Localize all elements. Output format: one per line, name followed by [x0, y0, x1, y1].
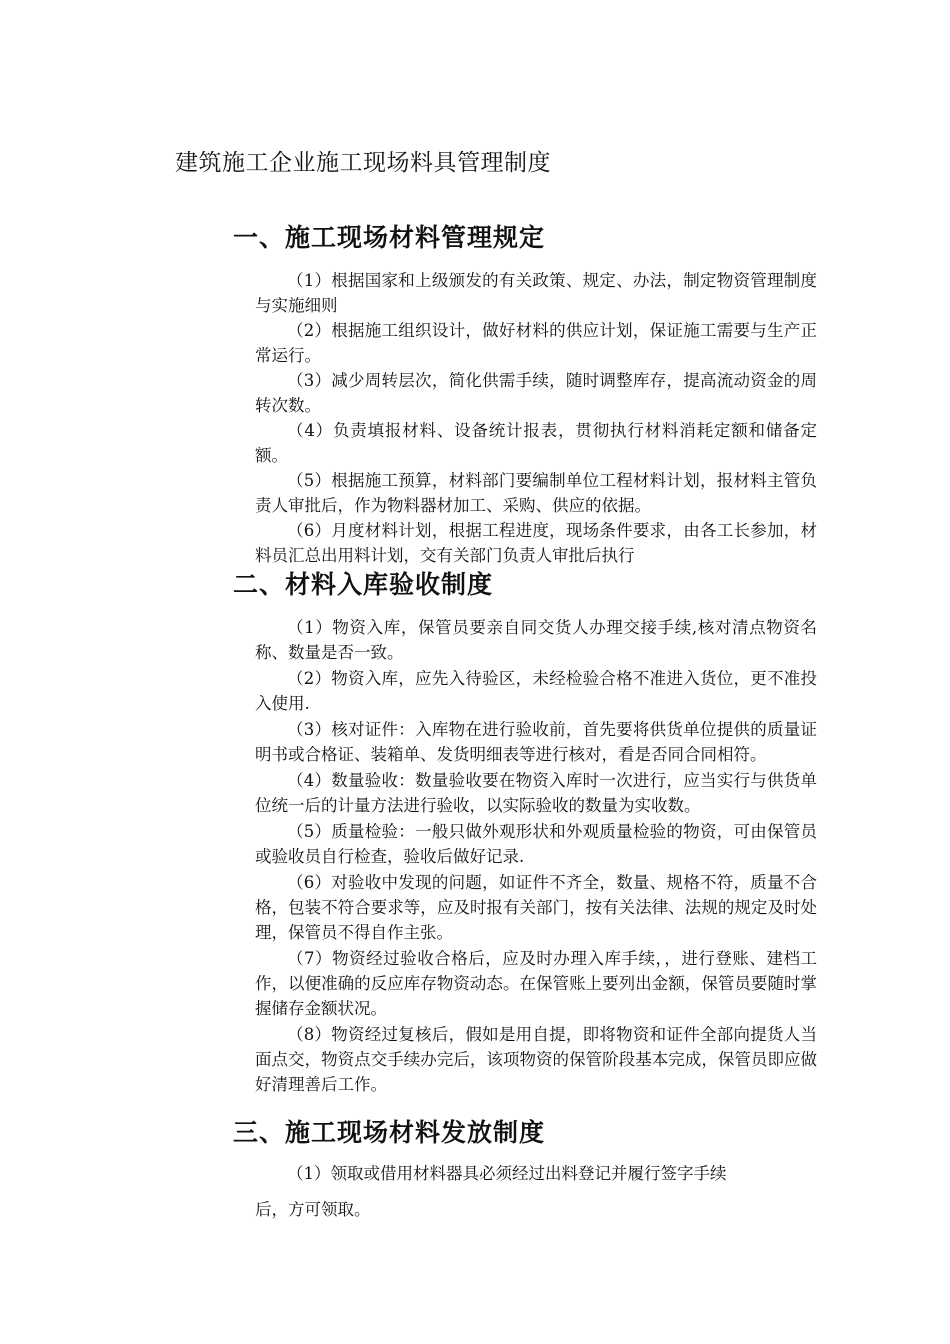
list-item: （6）月度材料计划，根据工程进度，现场条件要求，由各工长参加，材料员汇总出用料计划，交有关部门负责人审批后执行 — [255, 521, 817, 565]
list-item: （5）质量检验：一般只做外观形状和外观质量检验的物资，可由保管员或验收员自行检查，验收后做好记录. — [255, 822, 817, 866]
list-item: （1）根据国家和上级颁发的有关政策、规定、办法，制定物资管理制度与实施细则 — [255, 271, 817, 315]
list-item: （1）物资入库，保管员要亲自同交货人办理交接手续,核对清点物资名称、数量是否一致。 — [255, 618, 817, 662]
section-inbound-inspection — [233, 567, 823, 1098]
list-item: （2）根据施工组织设计，做好材料的供应计划，保证施工需要与生产正常运行。 — [255, 321, 817, 365]
paragraph-continuation: 后，方可领取。 — [255, 1200, 371, 1219]
list-item: （8）物资经过复核后，假如是用自提，即将物资和证件全部向提货人当面点交，物资点交手续办完后，该项物资的保管阶段基本完成，保管员即应做好清理善后工作。 — [255, 1025, 817, 1094]
section-items — [233, 268, 823, 568]
list-item: （5）根据施工预算，材料部门要编制单位工程材料计划，报材料主管负责人审批后，作为物料器材加工、采购、供应的依据。 — [255, 471, 817, 515]
section-items — [233, 615, 823, 1097]
list-item: （2）物资入库，应先入待验区，未经检验合格不准进入货位，更不准投入使用. — [255, 669, 817, 713]
section-items — [233, 1161, 823, 1186]
section-material-issuance — [233, 1115, 823, 1186]
list-item: （3）减少周转层次，简化供需手续，随时调整库存，提高流动资金的周转次数。 — [255, 371, 817, 415]
list-item: （3）核对证件：入库物在进行验收前，首先要将供货单位提供的质量证明书或合格证、装箱单、发货明细表等进行核对，看是否同合同相符。 — [255, 720, 817, 764]
section-heading: 一、施工现场材料管理规定 — [233, 223, 546, 252]
document-title: 建筑施工企业施工现场料具管理制度 — [175, 150, 551, 176]
list-item: （6）对验收中发现的问题，如证件不齐全，数量、规格不符，质量不合格，包装不符合要求等，应及时报有关部门，按有关法律、法规的规定及时处理，保管员不得自作主张。 — [255, 873, 817, 942]
list-item: （1）领取或借用材料器具必须经过出料登记并履行签字手续 — [287, 1164, 727, 1183]
list-item: （4）负责填报材料、设备统计报表，贯彻执行材料消耗定额和储备定额。 — [255, 421, 817, 465]
section-heading: 三、施工现场材料发放制度 — [233, 1118, 546, 1147]
section-heading: 二、材料入库验收制度 — [233, 570, 494, 599]
list-item: （7）物资经过验收合格后，应及时办理入库手续，，进行登账、建档工作，以便准确的反应库存物资动态。在保管账上要列出金额，保管员要随时掌握储存金额状况。 — [255, 949, 817, 1018]
list-item: （4）数量验收：数量验收要在物资入库时一次进行，应当实行与供货单位统一后的计量方法进行验收，以实际验收的数量为实收数。 — [255, 771, 817, 815]
section-material-management — [233, 220, 823, 568]
